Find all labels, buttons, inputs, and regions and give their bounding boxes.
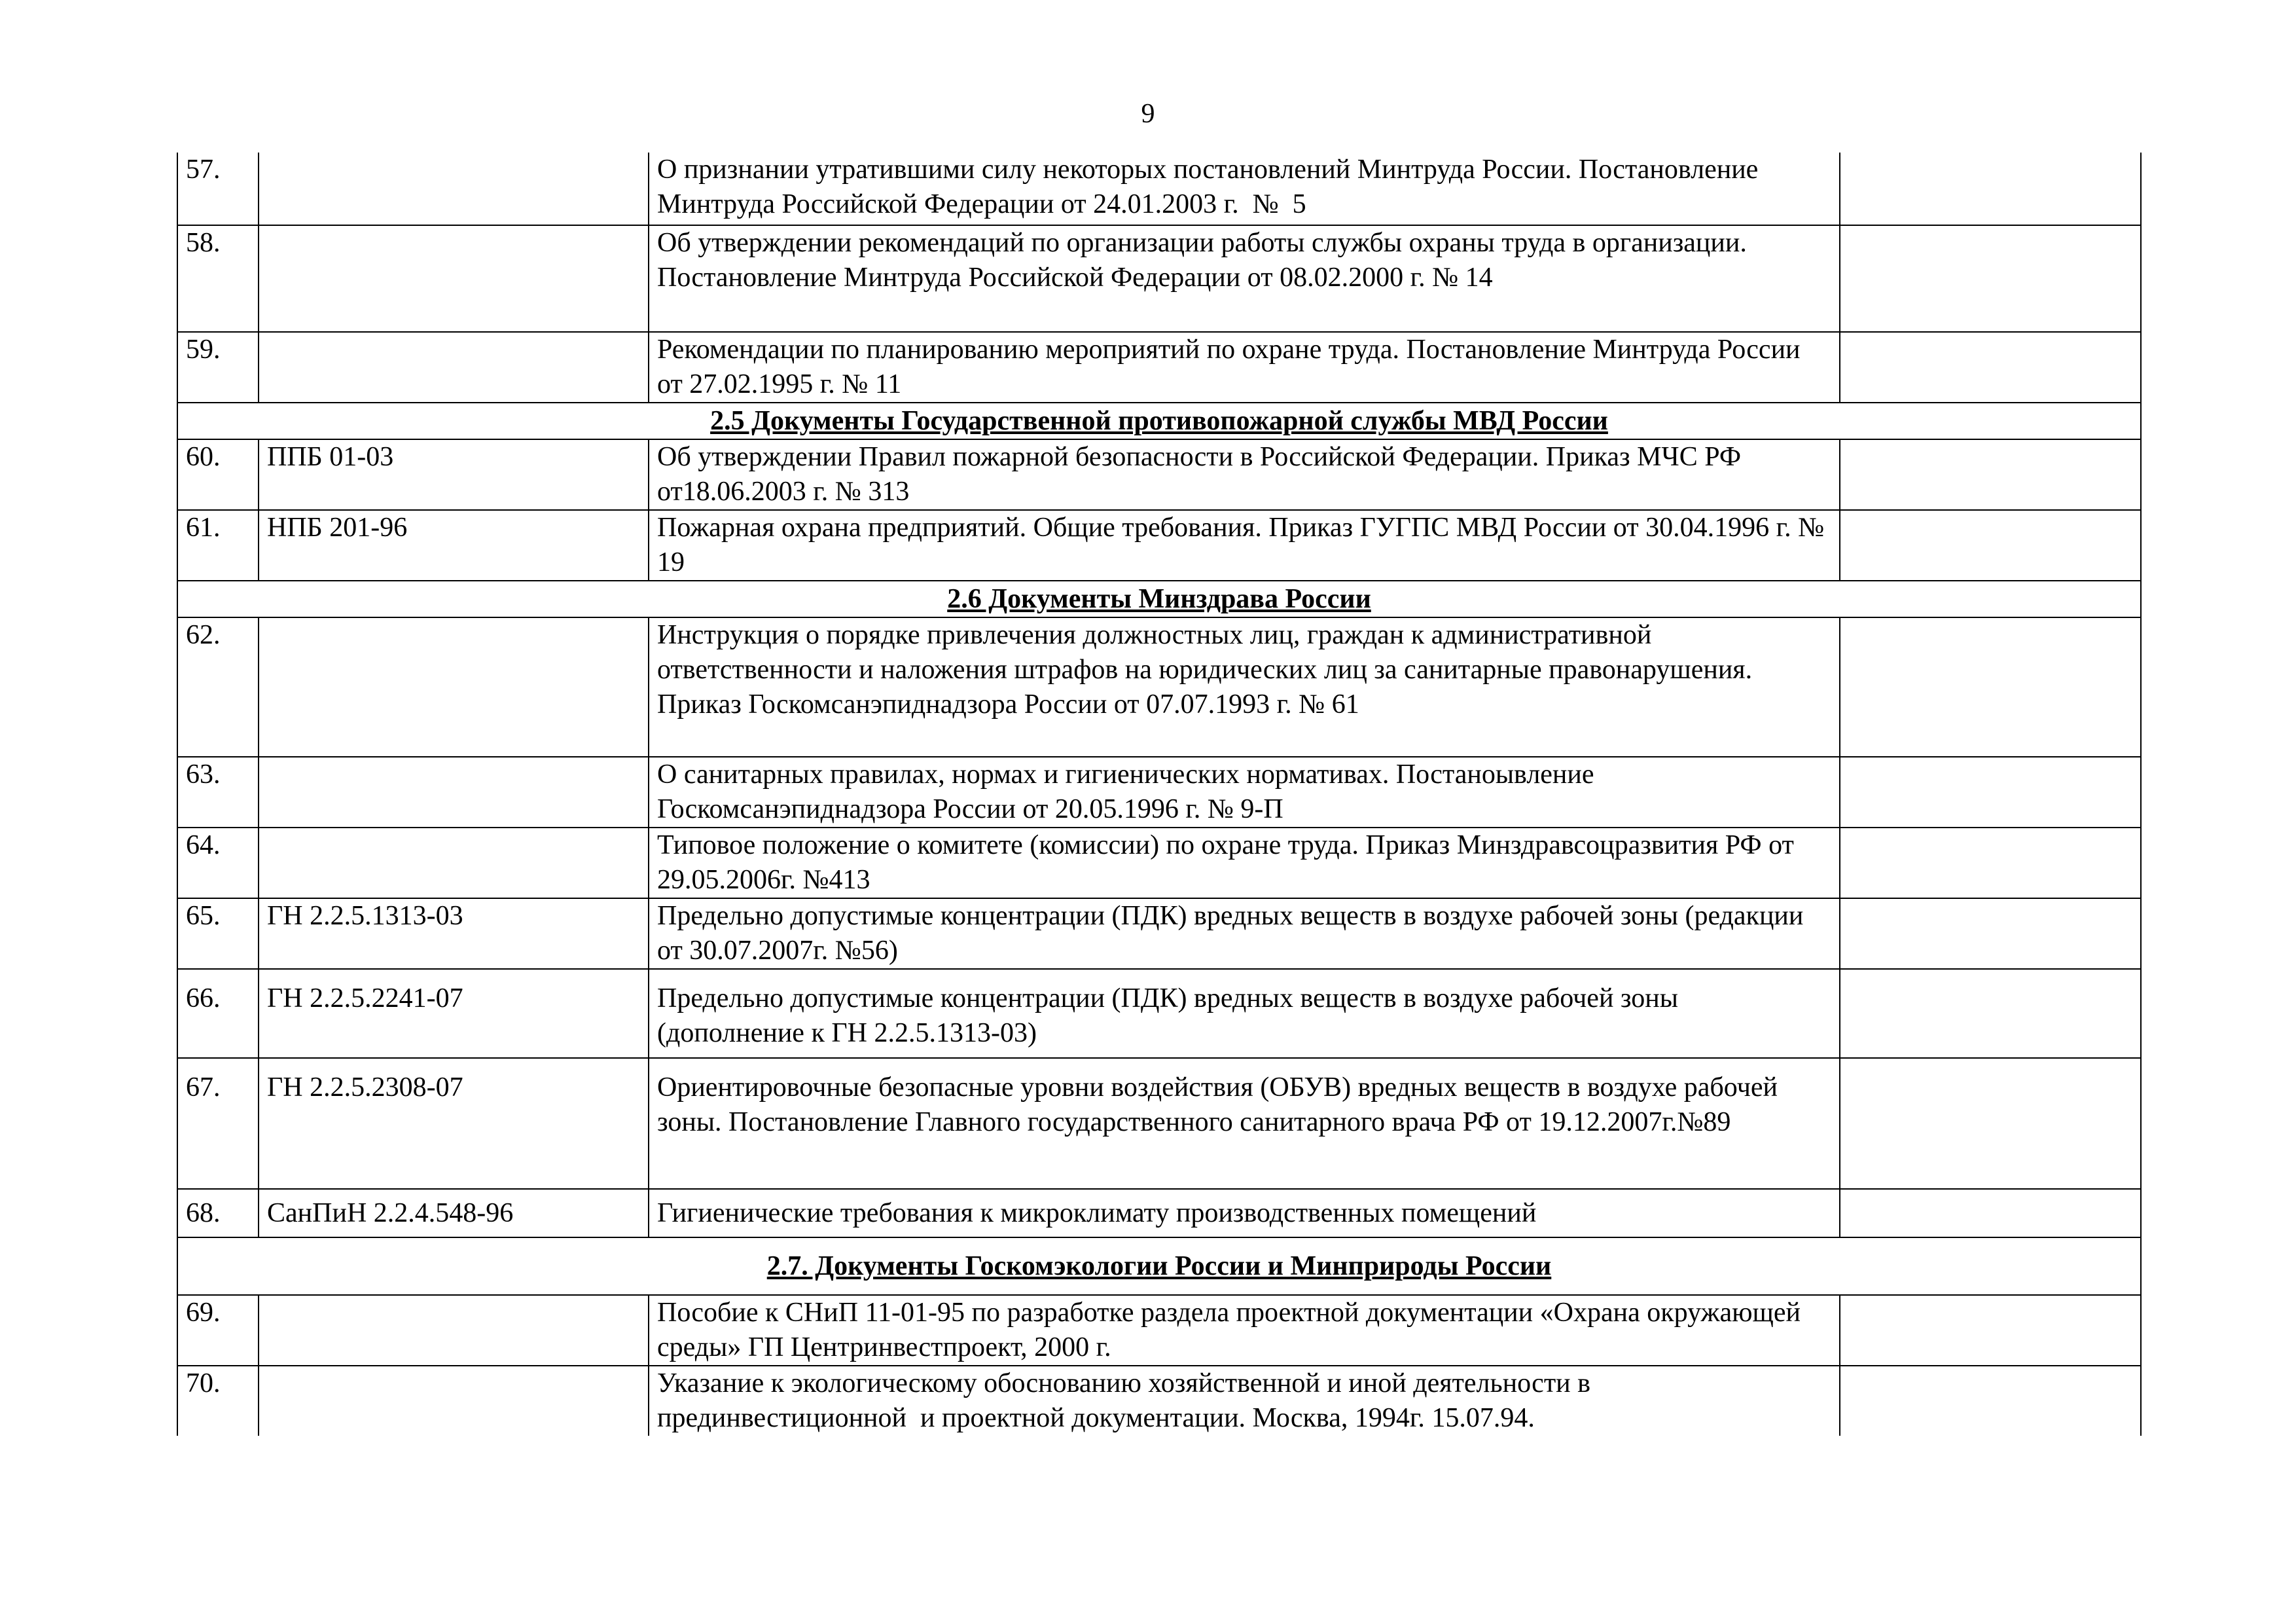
row-code [259, 153, 649, 225]
row-empty-cell [1840, 898, 2141, 969]
row-title: Гигиенические требования к микроклимату производственных помещений [649, 1189, 1840, 1237]
documents-table [177, 153, 2142, 1436]
row-empty-cell [1840, 757, 2141, 828]
table-row [177, 617, 2141, 757]
row-title: Предельно допустимые концентрации (ПДК) вредных веществ в воздухе рабочей зоны (дополнение к ГН 2.2.5.1313-03) [649, 969, 1840, 1058]
table-row [177, 1295, 2141, 1366]
row-number: 66. [177, 969, 259, 1058]
row-title: Пособие к СНиП 11-01-95 по разработке раздела проектной документации «Охрана окружающей среды» ГП Центринвестпроект, 2000 г. [649, 1295, 1840, 1366]
row-empty-cell [1840, 617, 2141, 757]
row-title: Об утверждении Правил пожарной безопасности в Российской Федерации. Приказ МЧС РФ от18.06.2003 г. № 313 [649, 439, 1840, 510]
table-row [177, 969, 2141, 1058]
row-code: СанПиН 2.2.4.548-96 [259, 1189, 649, 1237]
row-number: 59. [177, 332, 259, 403]
table-row [177, 1189, 2141, 1237]
row-empty-cell [1840, 439, 2141, 510]
row-title: Ориентировочные безопасные уровни воздействия (ОБУВ) вредных веществ в воздухе рабочей зоны. Постановление Главного государственного санитарного врача РФ от 19.12.2007г.№89 [649, 1058, 1840, 1189]
row-code [259, 828, 649, 898]
row-code [259, 757, 649, 828]
row-title: Пожарная охрана предприятий. Общие требования. Приказ ГУГПС МВД России от 30.04.1996 г. № 19 [649, 510, 1840, 581]
row-number: 57. [177, 153, 259, 225]
row-number: 65. [177, 898, 259, 969]
row-code: ГН 2.2.5.2241-07 [259, 969, 649, 1058]
row-title: Указание к экологическому обоснованию хозяйственной и иной деятельности в прединвестиционной и проектной документации. Москва, 1994г. 15.07.94. [649, 1366, 1840, 1436]
row-code [259, 332, 649, 403]
row-empty-cell [1840, 828, 2141, 898]
section-heading: 2.7. Документы Госкомэкологии России и Минприроды России [177, 1237, 2141, 1295]
row-number: 64. [177, 828, 259, 898]
table-row [177, 1058, 2141, 1189]
table-row [177, 439, 2141, 510]
row-title: Предельно допустимые концентрации (ПДК) вредных веществ в воздухе рабочей зоны (редакции от 30.07.2007г. №56) [649, 898, 1840, 969]
section-heading-row [177, 1237, 2141, 1295]
row-empty-cell [1840, 1058, 2141, 1189]
row-number: 58. [177, 225, 259, 332]
row-number: 69. [177, 1295, 259, 1366]
row-number: 61. [177, 510, 259, 581]
row-empty-cell [1840, 1295, 2141, 1366]
row-code: ППБ 01-03 [259, 439, 649, 510]
row-title: Рекомендации по планированию мероприятий по охране труда. Постановление Минтруда России от 27.02.1995 г. № 11 [649, 332, 1840, 403]
table-row [177, 225, 2141, 332]
table-row [177, 898, 2141, 969]
row-code [259, 1295, 649, 1366]
table-row [177, 828, 2141, 898]
row-title: Инструкция о порядке привлечения должностных лиц, граждан к административной ответственности и наложения штрафов на юридических лиц за санитарные правонарушения. Приказ Госкомсанэпиднадзора России от 07.07.1993 г. № 61 [649, 617, 1840, 757]
table-row [177, 332, 2141, 403]
row-code: ГН 2.2.5.1313-03 [259, 898, 649, 969]
row-empty-cell [1840, 332, 2141, 403]
row-code [259, 225, 649, 332]
row-code: ГН 2.2.5.2308-07 [259, 1058, 649, 1189]
row-title: Об утверждении рекомендаций по организации работы службы охраны труда в организации. Постановление Минтруда Российской Федерации от 08.02.2000 г. № 14 [649, 225, 1840, 332]
section-heading-row [177, 403, 2141, 439]
page-number: 9 [1141, 99, 1155, 129]
row-number: 63. [177, 757, 259, 828]
table-row [177, 757, 2141, 828]
table-row [177, 153, 2141, 225]
row-empty-cell [1840, 1189, 2141, 1237]
section-heading: 2.5 Документы Государственной противопожарной службы МВД России [177, 403, 2141, 439]
row-code: НПБ 201-96 [259, 510, 649, 581]
row-code [259, 1366, 649, 1436]
row-empty-cell [1840, 1366, 2141, 1436]
row-empty-cell [1840, 153, 2141, 225]
row-title: О признании утратившими силу некоторых постановлений Минтруда России. Постановление Минтруда Российской Федерации от 24.01.2003 г. № 5 [649, 153, 1840, 225]
table-row [177, 1366, 2141, 1436]
row-number: 60. [177, 439, 259, 510]
row-number: 67. [177, 1058, 259, 1189]
row-empty-cell [1840, 225, 2141, 332]
section-heading: 2.6 Документы Минздрава России [177, 581, 2141, 617]
section-heading-row [177, 581, 2141, 617]
row-number: 68. [177, 1189, 259, 1237]
row-number: 62. [177, 617, 259, 757]
table-row [177, 510, 2141, 581]
row-number: 70. [177, 1366, 259, 1436]
row-empty-cell [1840, 510, 2141, 581]
row-title: О санитарных правилах, нормах и гигиенических нормативах. Постаноывление Госкомсанэпиднадзора России от 20.05.1996 г. № 9-П [649, 757, 1840, 828]
row-code [259, 617, 649, 757]
row-title: Типовое положение о комитете (комиссии) по охране труда. Приказ Минздравсоцразвития РФ от 29.05.2006г. №413 [649, 828, 1840, 898]
row-empty-cell [1840, 969, 2141, 1058]
